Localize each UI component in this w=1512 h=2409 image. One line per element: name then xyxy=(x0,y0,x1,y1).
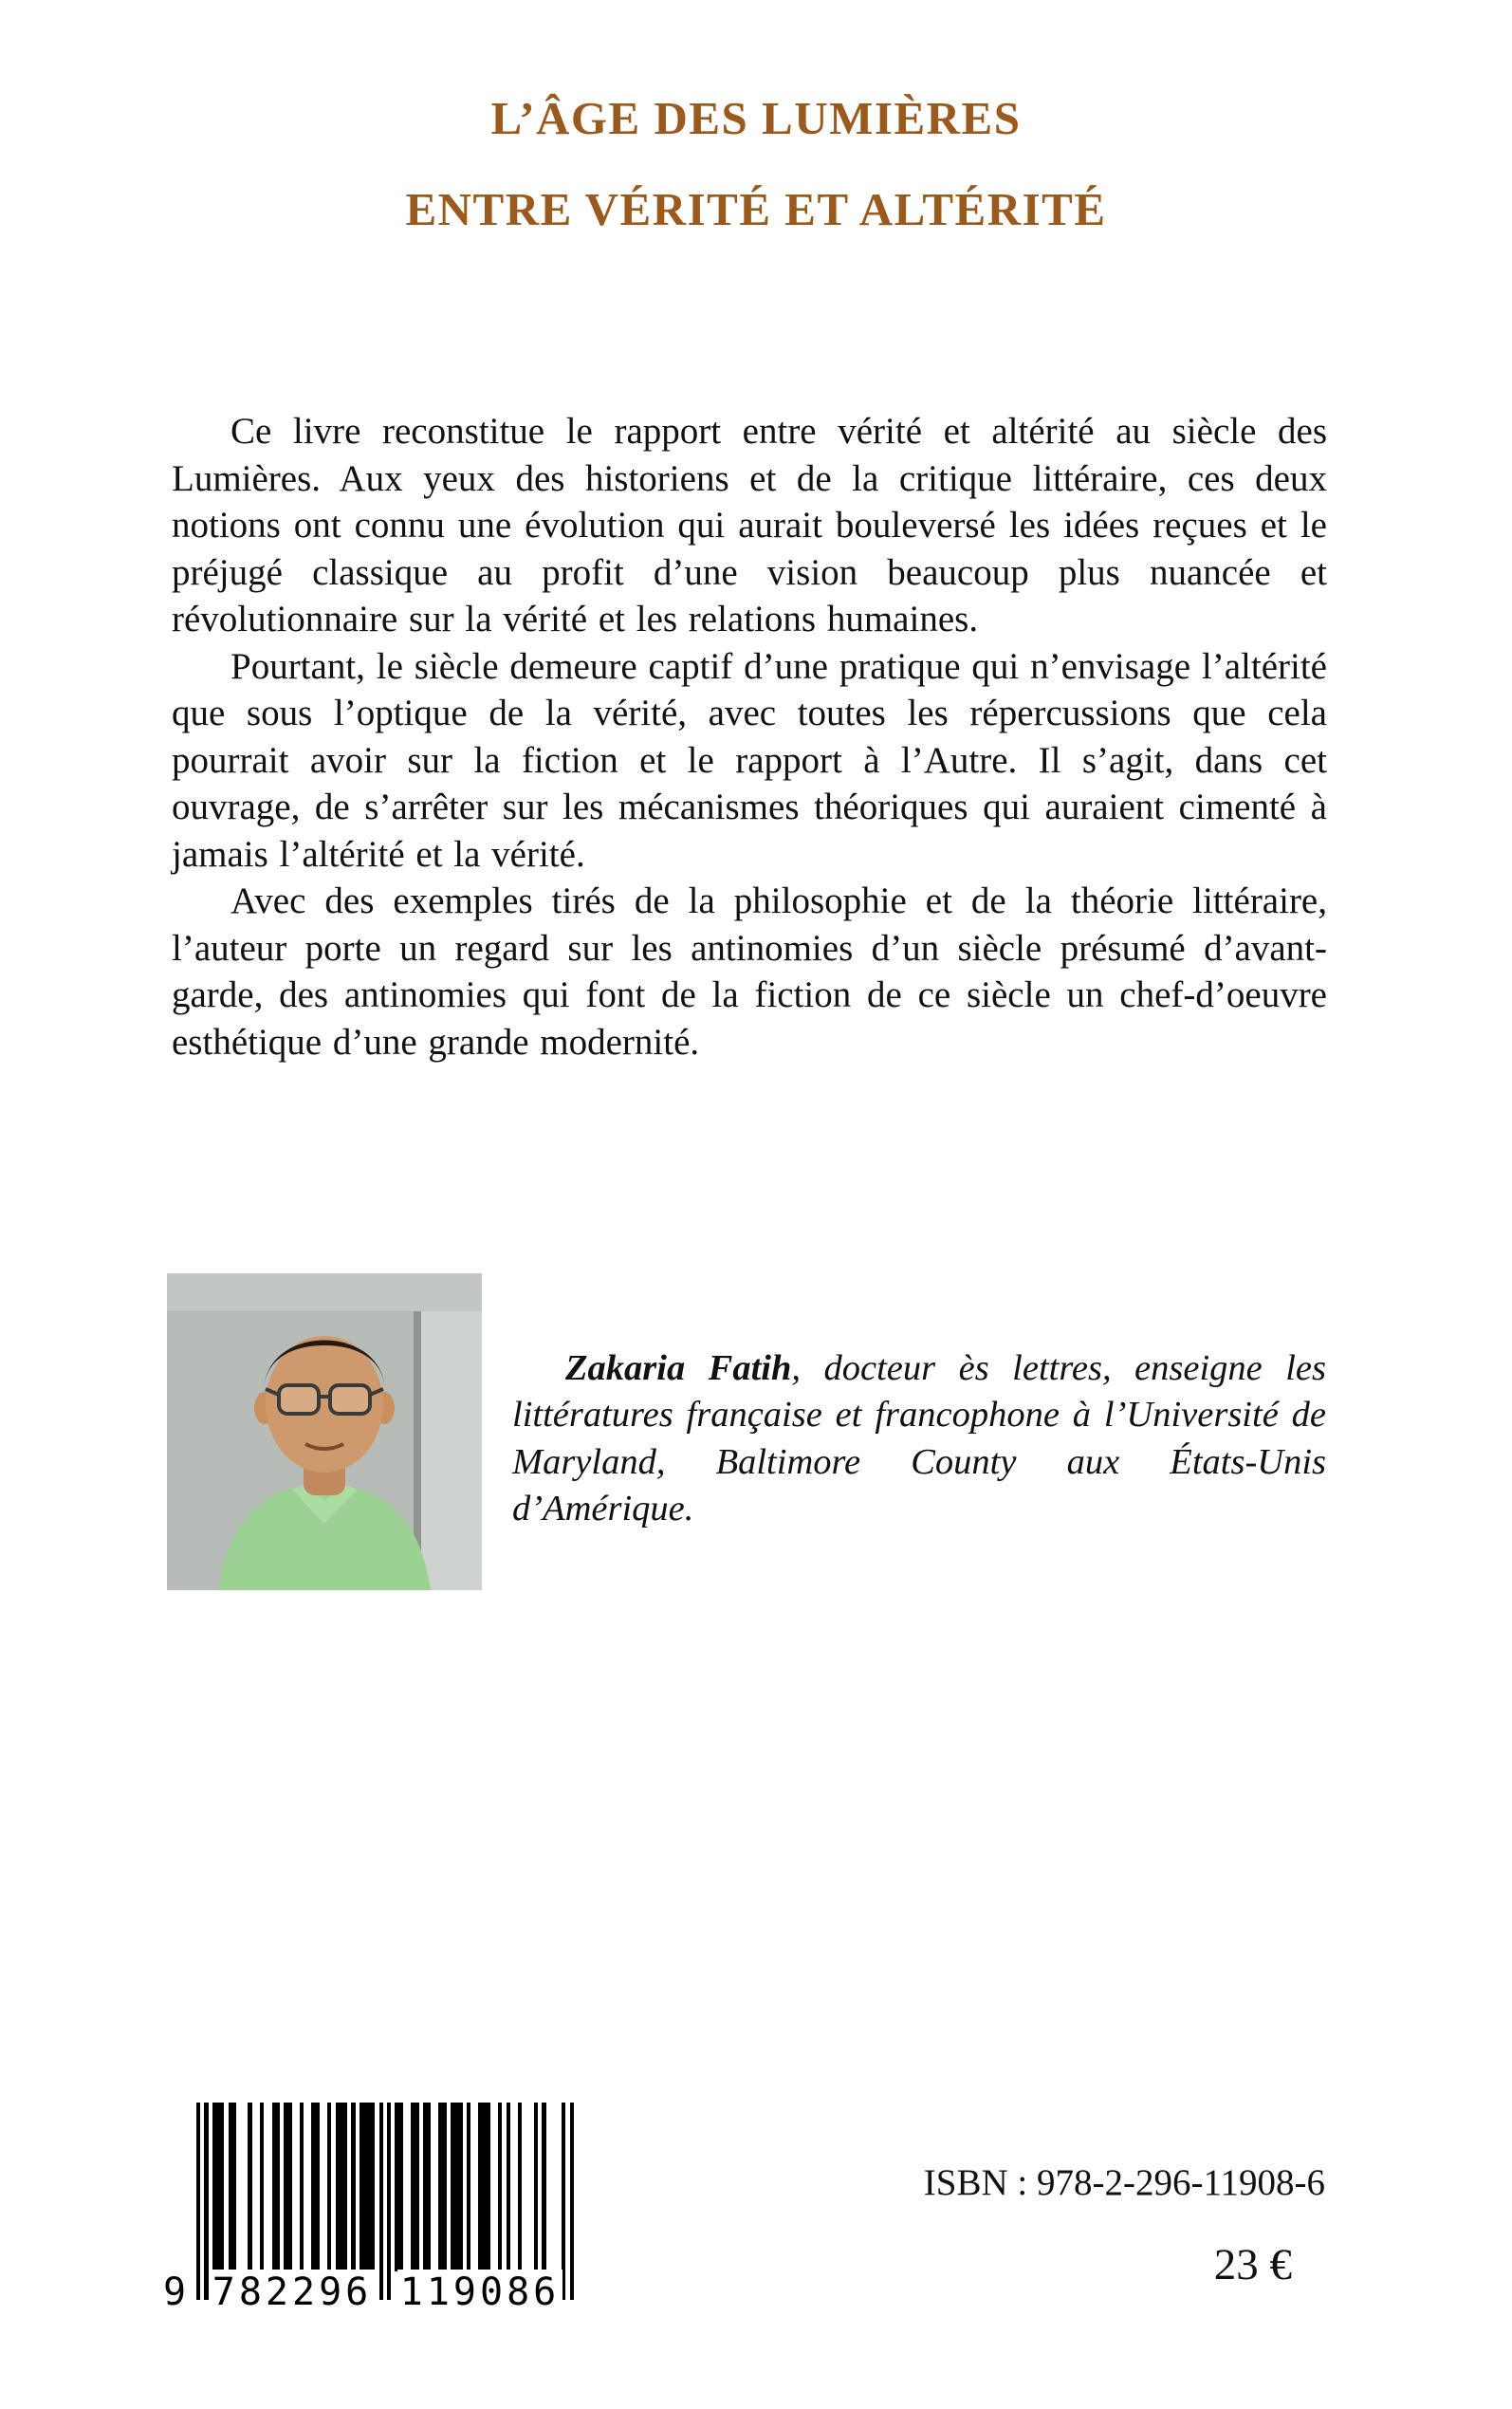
synopsis-paragraph-3: Avec des exemples tirés de la philosophie et de la théorie littéraire, l’auteur porte un regard sur les antinomies d’un siècle présumé d’avant-garde, des antinomies qui font de la fiction de ce siècle un chef-d’oeuvre esthétique d’une grande modernité. xyxy=(172,880,1327,1063)
barcode-digit-system: 9 xyxy=(158,2270,191,2315)
author-bio xyxy=(512,1345,1326,1532)
synopsis-paragraph-1: Ce livre reconstitue le rapport entre vérité et altérité au siècle des Lumières. Aux yeux des historiens et de la critique littéraire, ces deux notions ont connu une évolution qui aurait bouleversé les idées reçues et le préjugé classique au profit d’une vision beaucoup plus nuancée et révolutionnaire sur la vérité et les relations humaines. xyxy=(172,411,1327,640)
synopsis-paragraph-2: Pourtant, le siècle demeure captif d’une pratique qui n’envisage l’altérité que sous l’optique de la vérité, avec toutes les répercussions que cela pourrait avoir sur la fiction et le rapport à l’Autre. Il s’agit, dans cet ouvrage, de s’arrêter sur les mécanismes théoriques qui auraient cimenté à jamais l’altérité et la vérité. xyxy=(172,645,1327,875)
title-block xyxy=(0,92,1512,235)
isbn-text: ISBN : 978-2-296-11908-6 xyxy=(923,2162,1325,2203)
book-title-line1: L’ÂGE DES LUMIÈRES xyxy=(490,92,1022,144)
price-text: 23 € xyxy=(1213,2240,1292,2289)
barcode-digits-right: 119086 xyxy=(397,2270,562,2315)
book-title-line2: ENTRE VÉRITÉ ET ALTÉRITÉ xyxy=(405,183,1107,235)
barcode xyxy=(162,2103,576,2326)
author-name: Zakaria Fatih xyxy=(565,1348,792,1388)
barcode-digits-left: 782296 xyxy=(210,2270,375,2315)
author-bio-text: , docteur ès lettres, enseigne les littératures française et francophone à l’Université de Maryland, Baltimore County aux États-Unis d’Amérique. xyxy=(512,1348,1326,1529)
author-photo xyxy=(167,1273,482,1590)
synopsis xyxy=(172,408,1327,1066)
author-photo-illustration xyxy=(167,1273,482,1590)
